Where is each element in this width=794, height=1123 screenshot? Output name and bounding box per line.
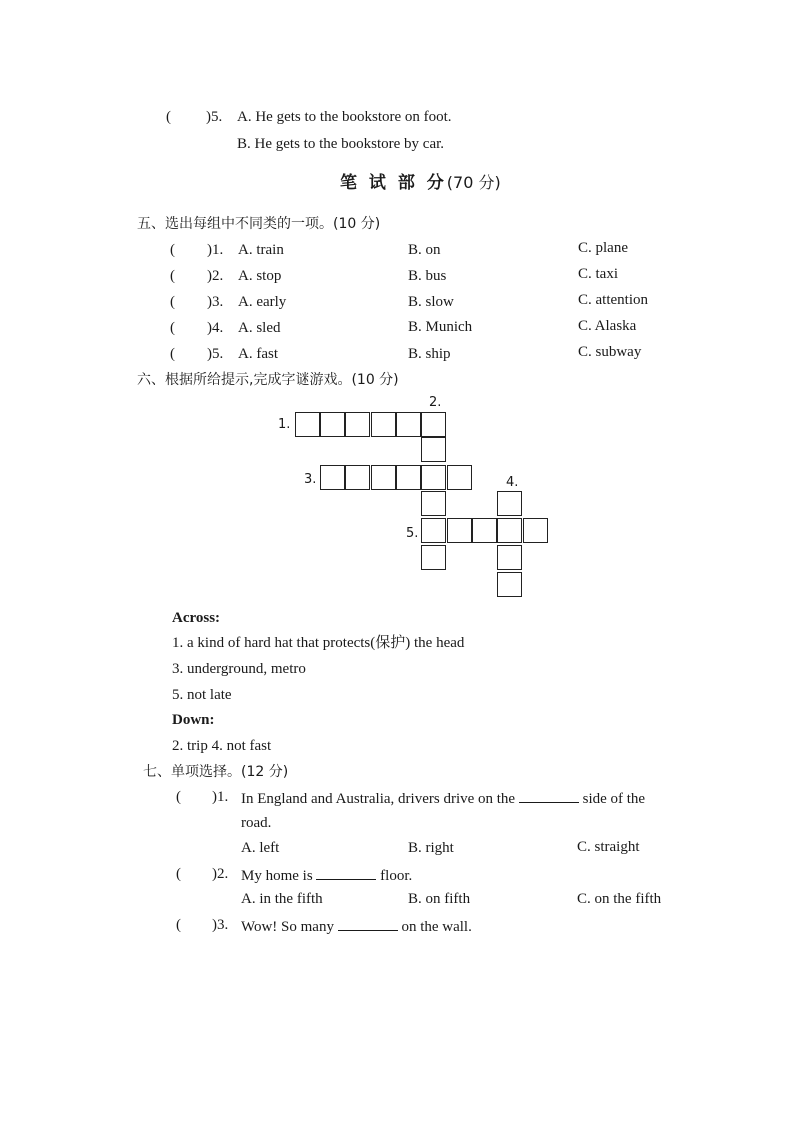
crossword-cell[interactable] <box>421 437 446 462</box>
option-b: B. right <box>408 840 454 856</box>
option-b: B. Munich <box>408 319 473 335</box>
crossword-cell[interactable] <box>472 518 497 543</box>
question-text <box>241 867 412 884</box>
question-number: )1. <box>212 789 229 805</box>
question-text-before: In England and Australia, drivers drive on the <box>241 791 516 807</box>
option-c: C. plane <box>578 240 628 256</box>
crossword-cell[interactable] <box>497 545 522 570</box>
section-title <box>340 175 501 192</box>
down-label: Down: <box>172 712 215 728</box>
crossword-cell[interactable] <box>320 465 345 490</box>
crossword-cell[interactable] <box>447 518 472 543</box>
question-text-continued: road. <box>241 815 272 831</box>
question-text-before: Wow! So many <box>241 919 334 935</box>
crossword-number-3: 3. <box>304 472 317 487</box>
crossword-cell[interactable] <box>421 491 446 516</box>
option-b: B. bus <box>408 268 447 284</box>
answer-paren-open: ( <box>166 109 171 125</box>
option-c: C. taxi <box>578 266 618 282</box>
question-text-after: floor. <box>380 868 413 884</box>
option-a: A. stop <box>238 268 282 284</box>
answer-paren: ( <box>176 917 181 933</box>
crossword-cell[interactable] <box>447 465 472 490</box>
crossword-cell[interactable] <box>396 465 421 490</box>
section6-heading: 六、根据所给提示,完成字谜游戏。(10 分) <box>137 372 399 388</box>
option-a: A. He gets to the bookstore on foot. <box>237 109 452 125</box>
question-text <box>241 918 472 935</box>
question-number: )5. <box>206 109 223 125</box>
option-b: B. ship <box>408 346 451 362</box>
crossword-cell[interactable] <box>523 518 548 543</box>
crossword-cell[interactable] <box>421 518 446 543</box>
crossword-number-4: 4. <box>506 475 519 490</box>
section-title-text: 笔 试 部 分 <box>340 173 447 193</box>
crossword-number-1: 1. <box>278 417 291 432</box>
crossword-cell[interactable] <box>421 412 446 437</box>
option-c: C. straight <box>577 839 640 855</box>
across-label: Across: <box>172 610 221 626</box>
crossword-cell[interactable] <box>345 412 370 437</box>
answer-paren: ( <box>170 320 175 336</box>
option-a: A. early <box>238 294 287 310</box>
crossword-cell[interactable] <box>371 465 396 490</box>
crossword-number-2: 2. <box>429 395 442 410</box>
question-number: )2. <box>212 866 229 882</box>
question-text-before: My home is <box>241 868 313 884</box>
crossword-cell[interactable] <box>421 545 446 570</box>
question-number: )4. <box>207 320 224 336</box>
across-clue-5: 5. not late <box>172 687 232 703</box>
question-text-after: on the wall. <box>401 919 472 935</box>
section-title-points: (70 分) <box>446 173 501 192</box>
question-number: )2. <box>207 268 224 284</box>
section5-heading: 五、选出每组中不同类的一项。(10 分) <box>137 216 381 232</box>
question-text-after: side of the <box>582 791 646 807</box>
option-a: A. train <box>238 242 284 258</box>
question-number: )1. <box>207 242 224 258</box>
crossword-cell[interactable] <box>371 412 396 437</box>
answer-blank[interactable] <box>519 790 579 803</box>
crossword-cell[interactable] <box>396 412 421 437</box>
across-clue-3: 3. underground, metro <box>172 661 306 677</box>
crossword-cell[interactable] <box>497 491 522 516</box>
option-b: B. He gets to the bookstore by car. <box>237 136 445 152</box>
answer-paren: ( <box>170 294 175 310</box>
crossword-cell[interactable] <box>295 412 320 437</box>
answer-paren: ( <box>170 242 175 258</box>
answer-paren: ( <box>176 789 181 805</box>
crossword-cell[interactable] <box>320 412 345 437</box>
crossword-cell[interactable] <box>497 572 522 597</box>
option-c: C. on the fifth <box>577 891 662 907</box>
answer-paren: ( <box>170 268 175 284</box>
answer-paren: ( <box>176 866 181 882</box>
crossword-number-5: 5. <box>406 526 419 541</box>
crossword-cell[interactable] <box>345 465 370 490</box>
option-a: A. sled <box>238 320 281 336</box>
section7-heading: 七、单项选择。(12 分) <box>143 764 289 780</box>
question-text <box>241 790 645 807</box>
question-number: )3. <box>212 917 229 933</box>
across-clue-1: 1. a kind of hard hat that protects(保护) the head <box>172 635 465 651</box>
option-c: C. subway <box>578 344 642 360</box>
answer-blank[interactable] <box>316 867 376 880</box>
option-a: A. fast <box>238 346 278 362</box>
crossword-cell[interactable] <box>497 518 522 543</box>
option-b: B. on fifth <box>408 891 471 907</box>
option-b: B. slow <box>408 294 454 310</box>
option-a: A. in the fifth <box>241 891 323 907</box>
answer-paren: ( <box>170 346 175 362</box>
option-b: B. on <box>408 242 441 258</box>
answer-blank[interactable] <box>338 918 398 931</box>
option-c: C. attention <box>578 292 648 308</box>
option-c: C. Alaska <box>578 318 637 334</box>
option-a: A. left <box>241 840 280 856</box>
down-clues: 2. trip 4. not fast <box>172 738 272 754</box>
question-number: )5. <box>207 346 224 362</box>
question-number: )3. <box>207 294 224 310</box>
crossword-cell[interactable] <box>421 465 446 490</box>
